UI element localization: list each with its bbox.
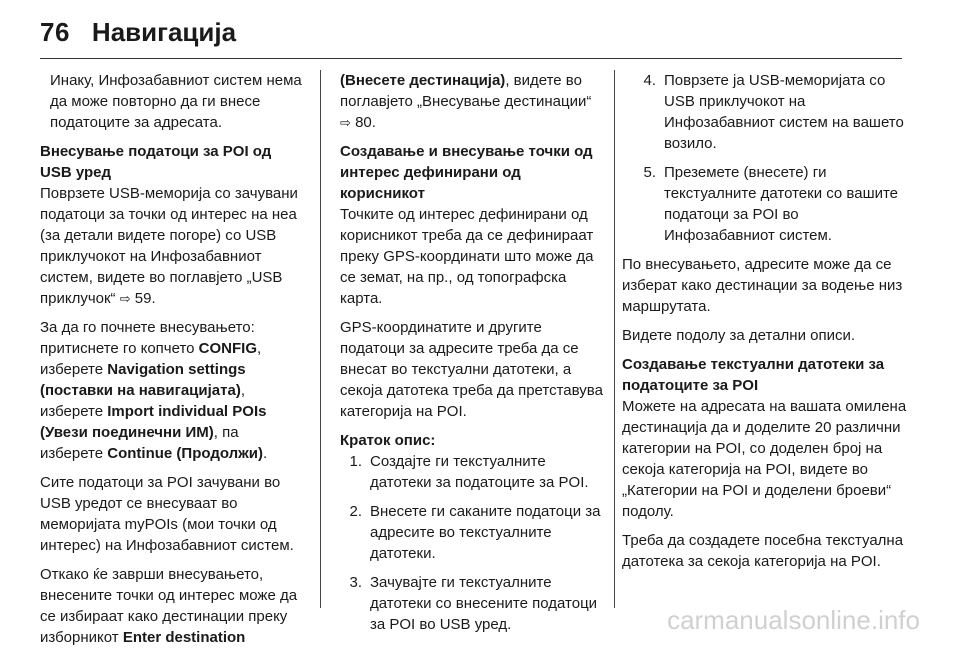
paragraph-connect-usb: Поврзете USB-меморија со зачувани податоци за точки од интерес на неа (за детали видете погоре) со USB приклучокот на Инфозабавниот систем, видете во поглавјето „USB приклучок“ ⇨ 59. xyxy=(40,185,298,307)
paragraph-gps-coords: Точките од интерес дефинирани од корисникот треба да се дефинираат преку GPS-координати што може да се земат, на пр., од топографска карта. xyxy=(340,206,594,307)
page-ref-link[interactable]: 59. xyxy=(130,290,156,307)
paragraph-start-import: За да го почнете внесувањето: притиснете го копчето CONFIG, изберете Navigation settings (поставки на навигацијата), изберете Import individual POIs (Увези поединечни ИМ), па изберете Continue (Продолжи). xyxy=(40,319,268,462)
column-divider-2 xyxy=(614,70,615,608)
header-rule xyxy=(40,58,902,59)
page-title: Навигација xyxy=(91,16,237,47)
page-number: 76 xyxy=(40,16,70,47)
menu-enter-destination: Enter destination xyxy=(122,629,246,646)
page-ref-arrow-icon: ⇨ xyxy=(119,291,131,306)
steps-list xyxy=(340,451,606,635)
menu-continue: Continue (Продолжи) xyxy=(107,445,264,462)
paragraph-after-import: Откако ќе заврши внесувањето, внесените точки од интерес може да се избираат како дестинации преку изборникот Enter destination xyxy=(40,566,298,646)
list-item: 3. Зачувајте ги текстуалните датотеки со внесените податоци за POI во USB уред. xyxy=(349,574,598,633)
paragraph-import-result: Сите податоци за POI зачувани во USB уредот се внесуваат во меморијата myPOIs (мои точки од интерес) на Инфозабавниот систем. xyxy=(40,474,294,554)
list-item: 4. Поврзете ја USB-меморијата со USB приклучокот на Инфозабавниот систем на вашето возило. xyxy=(643,72,904,152)
paragraph-enter-destination: (Внесете дестинација), видете во поглавјето „Внесување дестинации“ ⇨ 80. xyxy=(340,72,592,131)
menu-navigation-settings: Navigation settings (поставки на навигацијата) xyxy=(40,361,246,399)
paragraph-after-upload: По внесувањето, адресите може да се изберат како дестинации за водење низ маршрутата. xyxy=(622,256,903,315)
page-header xyxy=(40,12,236,52)
heading-short-description: Краток опис: xyxy=(340,432,436,449)
column-2 xyxy=(340,70,606,643)
config-button-label: CONFIG xyxy=(198,340,257,357)
list-item: 5. Преземете (внесете) ги текстуалните датотеки со вашите податоци за POI во Инфозабавниот систем. xyxy=(643,164,899,244)
steps-list-continued xyxy=(622,70,908,246)
heading-create-text-files: Создавање текстуални датотеки за податоците за POI xyxy=(622,356,885,394)
paragraph-separate-file: Треба да создадете посебна текстуална датотека за секоја категорија на POI. xyxy=(622,532,904,570)
watermark: carmanualsonline.info xyxy=(667,605,920,635)
column-3 xyxy=(622,70,908,580)
paragraph-see-below: Видете подолу за детални описи. xyxy=(622,327,856,344)
page-ref-link[interactable]: 80. xyxy=(350,114,376,131)
list-item: 2. Внесете ги саканите податоци за адресите во текстуалните датотеки. xyxy=(349,503,601,562)
menu-import-pois: Import individual POIs (Увези поединечни ИМ) xyxy=(40,403,267,441)
heading-user-pois: Создавање и внесување точки од интерес дефинирани од корисникот xyxy=(340,143,593,202)
column-1 xyxy=(40,70,302,656)
column-divider-1 xyxy=(320,70,321,608)
list-item: 1. Создајте ги текстуалните датотеки за податоците за POI. xyxy=(349,453,589,491)
paragraph-intro: Инаку, Инфозабавниот систем нема да може повторно да ги внесе податоците за адресата. xyxy=(50,72,302,131)
paragraph-text-files: GPS-координатите и другите податоци за адресите треба да се внесат во текстуални датотеки, а секоја датотека треба да претставува категорија на POI. xyxy=(340,319,603,420)
page-ref-arrow-icon: ⇨ xyxy=(340,115,351,130)
paragraph-categories: Можете на адресата на вашата омилена дестинација да и доделите 20 различни категории на POI, со доделен број на секоја категорија на POI, видете во „Категории на POI и доделени броеви“ подолу. xyxy=(622,398,907,520)
heading-usb-import: Внесување податоци за POI од USB уред xyxy=(40,143,272,181)
